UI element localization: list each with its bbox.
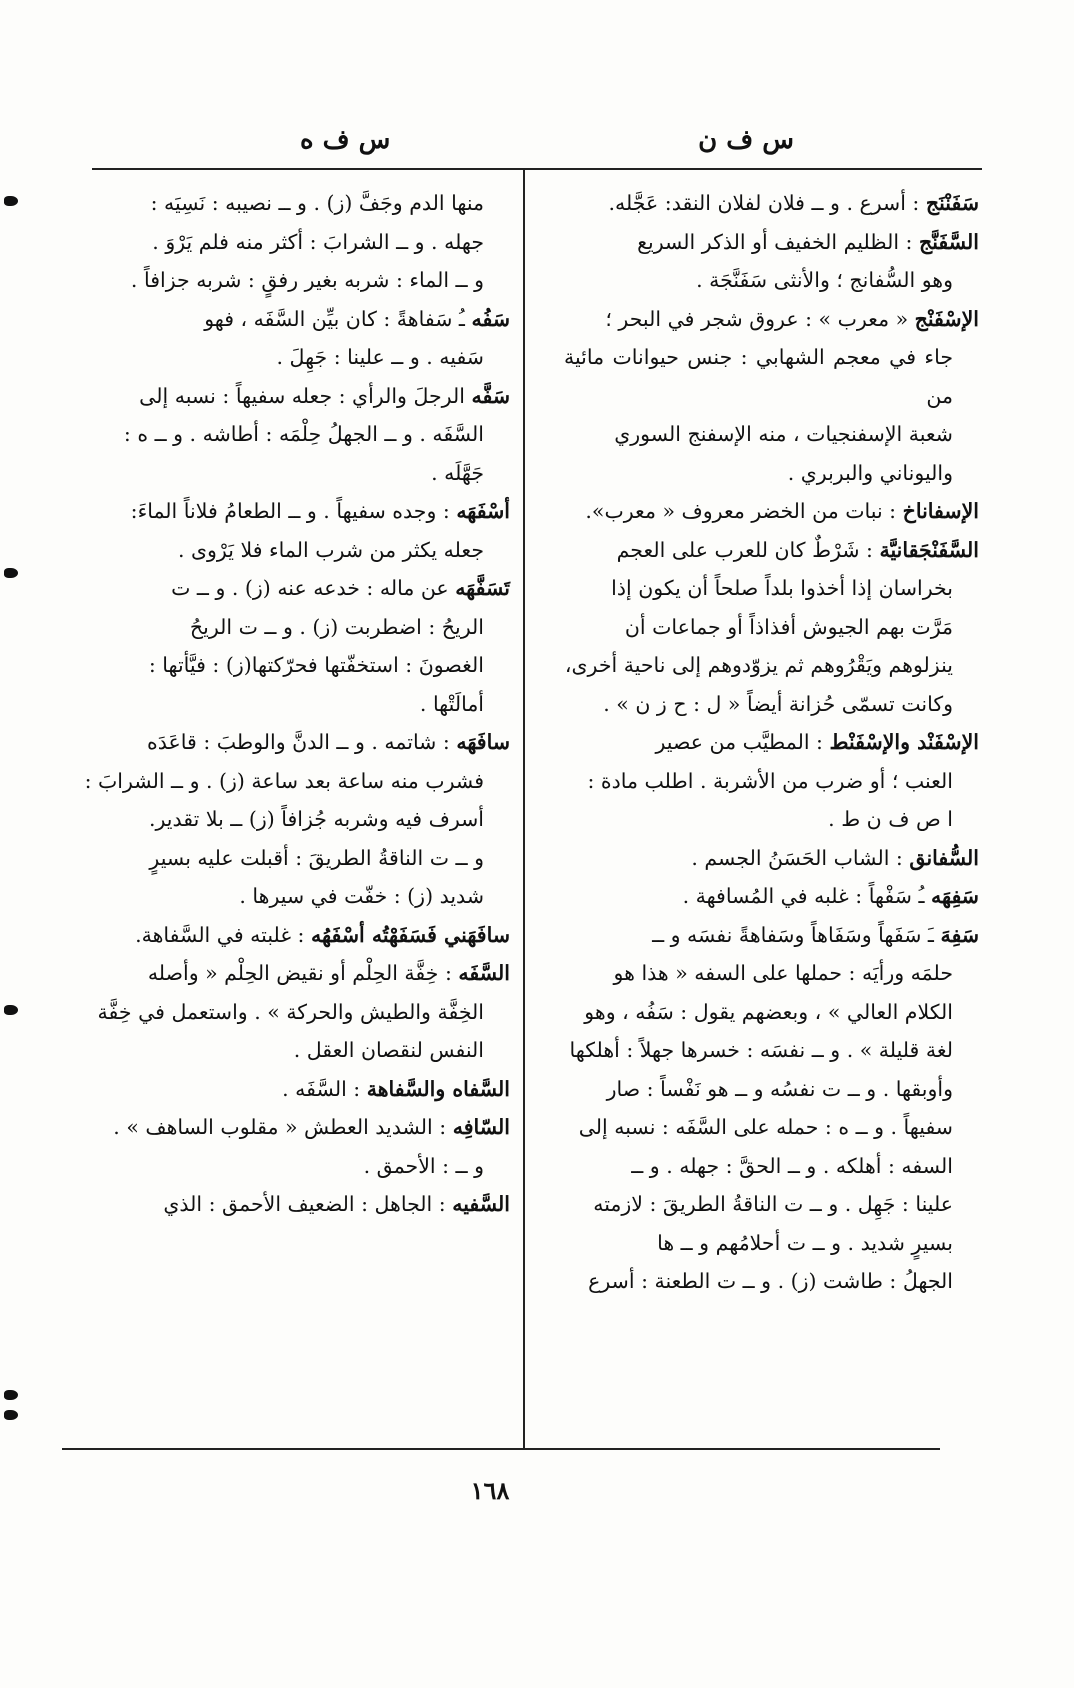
entry-continuation-line: [564, 608, 979, 647]
definition-text: : شاتمه . و ــ الدنَّ والوطبَ : قاعَدَه: [147, 730, 450, 754]
page-number: ١٦٨: [470, 1476, 510, 1505]
dictionary-entry: [62, 1070, 510, 1109]
definition-text: ـُ سَفاهةً : كان بيِّن السَّفَه ، فهو: [204, 306, 465, 331]
definition-text: ينزلوهم ويَقْرُوهم ثم يزوّدوهم إلى ناحية أخرى،: [564, 653, 953, 677]
definition-text: علينا : جَهِل . و ــ ت الناقةُ الطريقَ : لازمته: [593, 1192, 953, 1216]
running-header-right: س ف ن: [698, 125, 794, 155]
dictionary-entry: [62, 954, 510, 993]
binding-mark: [4, 1005, 18, 1015]
definition-text: : خِفَّة الحِلْم أو نقيض الحِلْم « وأصله: [147, 961, 452, 985]
entry-continuation-line: [62, 839, 510, 878]
entry-continuation-line: [564, 685, 979, 724]
entry-continuation-line: [62, 1147, 510, 1186]
definition-text: السفه : أهلكه . و ــ الحقَّ : جهله . و ــ: [631, 1153, 953, 1178]
entry-continuation-line: [564, 1224, 979, 1263]
headword: السَّفاه والسَّفاهة: [366, 1076, 510, 1101]
left-column: [62, 184, 510, 1224]
definition-text: العنب ؛ أو ضرب من الأشربة . اطلب مادة :: [587, 768, 953, 793]
definition-text: بخراسان إذا أخذوا بلداً صلحاً أن يكون إذا: [611, 576, 953, 600]
headword: تَسَفَّهَه: [455, 576, 510, 600]
definition-text: الجهلُ : طاشت (ز) . و ــ ت الطعنة : أسرع: [588, 1269, 953, 1293]
dictionary-entry: [62, 723, 510, 762]
definition-text: وهو السُّفانج ؛ والأنثى سَفَنَّجَة .: [696, 268, 953, 292]
definition-text: : الجاهل : الضعيف الأحمق : الذي: [163, 1192, 446, 1216]
definition-text: الكلام العالي » ، وبعضهم يقول : سَفُه ، وهو: [584, 999, 953, 1024]
definition-text: : الظليم الخفيف أو الذكر السريع: [637, 229, 913, 254]
definition-text: : وجده سفيهاً . و ــ الطعامُ فلاناً الماءَ:: [130, 499, 450, 523]
bottom-rule: [62, 1448, 940, 1450]
headword: السَّفَنَّج: [918, 229, 979, 254]
headword: أسْفَهَه: [456, 499, 510, 523]
entry-continuation-line: [62, 338, 510, 377]
definition-text: : المطيَّب من عصير: [655, 730, 823, 754]
headword: الإسْفَنْد والإسْفَنْط: [829, 730, 979, 754]
definition-text: السَّفَه . و ــ الجهلُ حِلْمَه : أطاشه . و ــ ه :: [123, 422, 484, 446]
dictionary-entry: [564, 531, 979, 570]
definition-text: أسرف فيه وشربه جُزافاً (ز) ــ بلا تقدير.: [148, 807, 484, 831]
dictionary-entry: [62, 916, 510, 955]
entry-continuation-line: [62, 184, 510, 223]
binding-mark: [4, 568, 18, 578]
headword: سَفِهَ: [940, 922, 979, 947]
binding-mark: [4, 196, 18, 206]
definition-text: مَرَّت بهم الجيوش أفذاذاً أو جماعات أن: [624, 614, 953, 639]
definition-text: سَفيه . و ــ علينا : جَهِلَ .: [276, 345, 484, 369]
definition-text: بسيرٍ شديد . و ــ ت أحلامُهم و ــ ها: [657, 1230, 953, 1255]
entry-continuation-line: [564, 261, 979, 300]
dictionary-entry: [62, 492, 510, 531]
definition-text: ـَ سَفَهاً وسَفَاهاً وسَفاهةً نفسَه و ــ: [652, 922, 934, 947]
entry-continuation-line: [62, 415, 510, 454]
definition-text: الرجلَ والرأي : جعله سفيهاً : نسبه إلى: [139, 383, 465, 408]
definition-text: و ــ الماء : شربه بغير رفقٍ : شربه جزافاً .: [130, 268, 484, 292]
entry-continuation-line: [564, 1031, 979, 1070]
entry-continuation-line: [62, 646, 510, 685]
binding-mark: [4, 1410, 18, 1420]
definition-text: جاء في معجم الشهابي : جنس حيوانات مائية من: [564, 345, 953, 408]
dictionary-entry: [564, 916, 979, 955]
entry-continuation-line: [564, 1108, 979, 1147]
definition-text: جعله يكثر من شرب الماء فلا يَرْوى .: [177, 537, 484, 562]
definition-text: وأوبقها . و ــ ت نفسُه و ــ هو نَفْساً : صار: [606, 1076, 953, 1101]
entry-continuation-line: [564, 415, 979, 454]
dictionary-entry: [564, 492, 979, 531]
entry-continuation-line: [564, 1262, 979, 1301]
entry-continuation-line: [62, 800, 510, 839]
entry-continuation-line: [62, 993, 510, 1032]
entry-continuation-line: [564, 1147, 979, 1186]
entry-continuation-line: [62, 531, 510, 570]
top-rule: [92, 168, 982, 170]
entry-continuation-line: [564, 954, 979, 993]
definition-text: جَهَّلَه .: [431, 460, 484, 485]
dictionary-entry: [564, 877, 979, 916]
dictionary-entry: [62, 300, 510, 339]
definition-text: فشرب منه ساعة بعد ساعة (ز) . و ــ الشرابَ :: [84, 768, 484, 793]
column-divider: [523, 168, 525, 1450]
entry-continuation-line: [564, 762, 979, 801]
entry-continuation-line: [62, 223, 510, 262]
entry-continuation-line: [62, 685, 510, 724]
headword: الإسْفَنْج: [914, 306, 979, 331]
definition-text: : الشديد العطش « مقلوب الساهف » .: [113, 1115, 447, 1139]
headword: سَفَّه: [471, 383, 510, 408]
definition-text: وكانت تسمّى حُزانة أيضاً « ل : ح ز ن » .: [603, 691, 953, 716]
right-column: [564, 184, 979, 1301]
definition-text: ـُ سَفْهاً : غلبه في المُسافهة .: [682, 884, 925, 908]
entry-continuation-line: [564, 1070, 979, 1109]
definition-text: الخِفَّة والطيش والحركة » . واستعمل في خِفَّة: [97, 999, 484, 1024]
entry-continuation-line: [62, 261, 510, 300]
headword: السّافِه: [452, 1115, 510, 1139]
entry-continuation-line: [564, 800, 979, 839]
definition-text: منها الدم وجَفَّ (ز) . و ــ نصيبه : نَسِيَه :: [150, 191, 484, 215]
headword: السَّفيه: [452, 1192, 510, 1216]
headword: الإسفاناخ: [902, 499, 979, 523]
dictionary-entry: [564, 723, 979, 762]
entry-continuation-line: [62, 762, 510, 801]
binding-mark: [4, 1390, 18, 1400]
headword: السَّفَه: [458, 961, 510, 985]
dictionary-entry: [564, 839, 979, 878]
definition-text: الريحُ : اضطربت (ز) . و ــ ت الريحُ: [189, 614, 484, 639]
definition-text: : الشاب الحَسَنُ الجسم .: [691, 845, 903, 870]
dictionary-entry: [62, 1108, 510, 1147]
definition-text: أمالَتْها .: [419, 691, 484, 716]
definition-text: عن ماله : خدعه عنه (ز) . و ــ ت: [171, 576, 449, 600]
definition-text: جهله . و ــ الشرابَ : أكثر منه فلم يَرْوَ .: [152, 229, 484, 254]
entry-continuation-line: [564, 338, 979, 415]
definition-text: ا ص ف ن ط .: [828, 807, 953, 831]
definition-text: : نبات من الخضر معروف « معرب».: [585, 499, 897, 523]
definition-text: حلمَه ورأيَه : حملها على السفه « هذا هو: [613, 961, 953, 985]
entry-continuation-line: [564, 454, 979, 493]
headword: سَفِهَه: [931, 884, 979, 908]
entry-continuation-line: [564, 993, 979, 1032]
headword: السُّفانق: [909, 845, 979, 870]
entry-continuation-line: [564, 646, 979, 685]
definition-text: : شَرْطٌ كان للعرب على العجم: [616, 537, 873, 562]
definition-text: و ــ ت الناقةُ الطريقَ : أقبلت عليه بسيرٍ: [149, 845, 484, 870]
dictionary-entry: [564, 184, 979, 223]
dictionary-entry: [62, 377, 510, 416]
entry-continuation-line: [62, 877, 510, 916]
dictionary-entry: [62, 569, 510, 608]
definition-text: واليوناني والبربري .: [787, 460, 953, 485]
definition-text: شعبة الإسفنجيات ، منه الإسفنج السوري: [614, 422, 953, 446]
dictionary-entry: [564, 300, 979, 339]
headword: سافَهَني فَسَفَهْتُه أسْفَهُه: [311, 922, 510, 947]
definition-text: لغة قليلة » . و ــ نفسَه : خسرها جهلاً : أهلكها: [569, 1038, 953, 1062]
running-header-left: س ف ه: [300, 125, 391, 155]
entry-continuation-line: [62, 454, 510, 493]
definition-text: : غلبته في السَّفاهة.: [135, 922, 305, 947]
definition-text: شديد (ز) : خفّت في سيرها .: [239, 884, 484, 908]
definition-text: سفيهاً . و ــ ه : حمله على السَّفَه : نسبه إلى: [578, 1115, 953, 1139]
headword: سافَهَه: [456, 730, 510, 754]
entry-continuation-line: [62, 608, 510, 647]
dictionary-entry: [62, 1185, 510, 1224]
definition-text: الغصونَ : استخفّتها فحرّكتها(ز) : فيَّأتها :: [148, 653, 484, 677]
headword: السَّفَنْجَقانيَّة: [879, 537, 979, 562]
headword: سَفَنْنَج: [925, 191, 979, 215]
definition-text: « معرب » : عروق شجر في البحر ؛: [605, 306, 909, 331]
entry-continuation-line: [564, 1185, 979, 1224]
entry-continuation-line: [62, 1031, 510, 1070]
definition-text: : أسرع . و ــ فلان لفلان النقد: عَجَّله.: [608, 191, 920, 215]
definition-text: و ــ : الأحمق .: [363, 1153, 484, 1178]
dictionary-entry: [564, 223, 979, 262]
definition-text: النفس لنقصان العقل .: [293, 1038, 484, 1062]
headword: سَفُه: [471, 306, 510, 331]
definition-text: : السَّفَه .: [282, 1076, 361, 1101]
entry-continuation-line: [564, 569, 979, 608]
